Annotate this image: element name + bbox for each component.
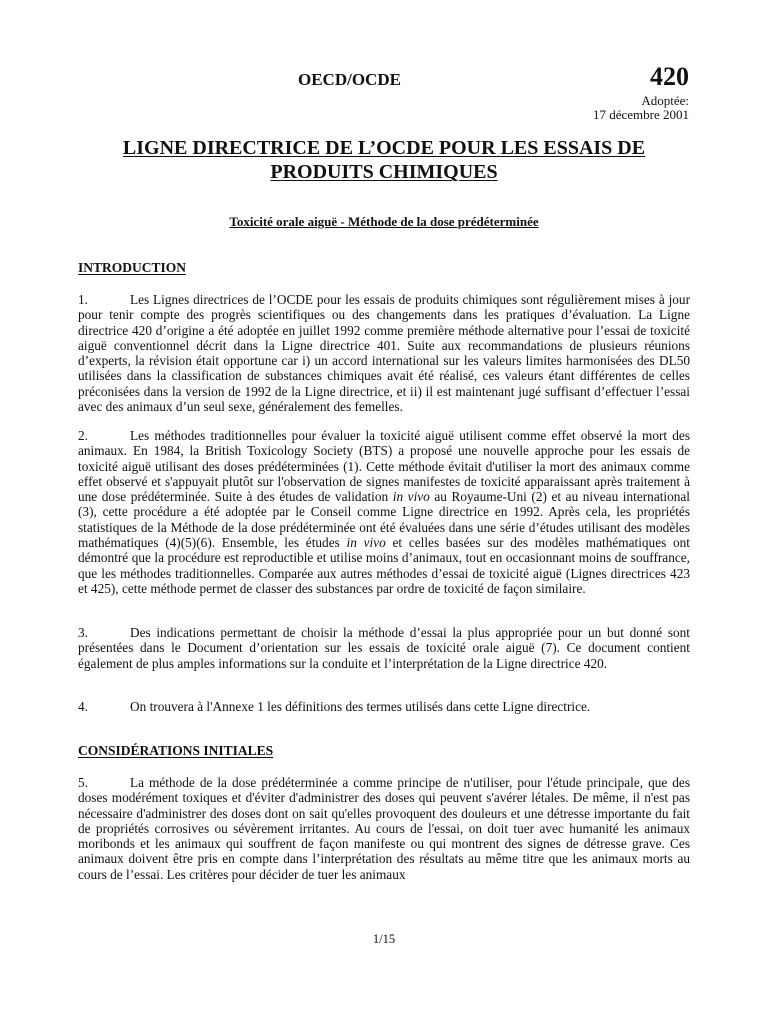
paragraph-text: et celles basées sur des modèles mathématiques ont démontré que la procédure est reproductible et utilise moins d’animaux, tout en occasionnant moins de souffrance, que les méthodes traditionnelles. Comparée aux autres méthodes d’essai de toxicité aiguë (Lignes directrices 423 et 425), cette méthode permet de classer des substances par ordre de toxicité de façon similaire. [78,535,691,596]
paragraph-5 [78,775,690,882]
paragraph-number: 3. [78,625,88,640]
adopted-date: 17 décembre 2001 [592,107,689,122]
section-heading-initial-considerations: CONSIDÉRATIONS INITIALES [78,743,274,758]
paragraph-text: La méthode de la dose prédéterminée a comme principe de n'utiliser, pour l'étude principale, que des doses modérément toxiques et d'éviter d'administrer des doses qui peuvent s'avérer létales. De même, il n'est pas nécessaire d'administrer des doses dont on sait qu'elles provoquent des douleurs et une détresse importante du fait de propriétés corrosives ou sévèrement irritantes. Au cours de l'essai, on doit tuer avec humanité les animaux moribonds et les animaux qui souffrent de façon manifeste ou qui montrent des signes de détresse grave. Ces animaux doivent être pris en compte dans l’interprétation des résultats au même titre que les animaux morts au cours de l’essai. Les critères pour décider de tuer les animaux [78,775,690,882]
section-heading-introduction: INTRODUCTION [78,260,187,275]
paragraph-text: Des indications permettant de choisir la méthode d’essai la plus appropriée pour un but donné sont présentées dans le Document d’orientation sur les essais de toxicité orale aiguë (7). Ce document contient également de plus amples informations sur la conduite et l’interprétation de la Ligne directrice 420. [78,625,690,671]
paragraph-number: 4. [78,699,88,714]
paragraph-text: au Royaume-Uni (2) et au niveau international (3), cette procédure a été adoptée par le Conseil comme Ligne directrice en 1992. Après cela, les propriétés statistiques de la Méthode de la dose prédéterminée ont été évaluées dans une série d’études utilisant des modèles mathématiques (4)(5)(6). Ensemble, les études [78,489,690,551]
document-number: 420 [650,62,689,91]
paragraph-number: 5. [78,775,88,790]
adopted-label: Adoptée: [641,93,689,108]
organization-header: OECD/OCDE [298,70,401,89]
paragraph-number: 2. [78,428,88,443]
paragraph-text: Les méthodes traditionnelles pour évaluer la toxicité aiguë utilisent comme effet observé la mort des animaux. En 1984, la British Toxicology Society (BTS) a proposé une nouvelle approche pour les essais de toxicité aiguë utilisant des doses prédéterminées (1). Cette méthode évitait d'utiliser la mort des animaux comme effet observé et s'appuyait plutôt sur l'observation de signes manifestes de toxicité apparaissant après traitement à une dose prédéterminée. Suite à des études de validation [78,428,690,505]
page-indicator: 1/15 [372,932,396,946]
paragraph-text: Les Lignes directrices de l’OCDE pour les essais de produits chimiques sont régulièrement mises à jour pour tenir compte des progrès scientifiques ou des changements dans les pratiques d’évaluation. La Ligne directrice 420 d’origine a été adoptée en juillet 1992 comme première méthode alternative pour l’essai de toxicité aiguë conventionnel décrit dans la Ligne directrice 401. Suite aux recommandations de plusieurs réunions d’experts, la révision était opportune car i) un accord international sur les valeurs limites harmonisées des DL50 utilisées dans la classification de substances chimiques avait été réalisé, ces valeurs étant différentes de celles préconisées dans la version de 1992 de la Ligne directrice, et ii) il est maintenant jugé suffisant d’effectuer l’essai avec des animaux d’un seul sexe, généralement des femelles. [78,292,690,415]
title-line-1: LIGNE DIRECTRICE DE L’OCDE POUR LES ESSAIS DE [122,137,646,159]
page-subtitle: Toxicité orale aiguë - Méthode de la dose prédéterminée [229,214,539,229]
page-title [78,136,690,184]
adoption-info [593,94,689,122]
italic-term: in vivo [346,535,386,551]
title-line-2: PRODUITS CHIMIQUES [270,161,498,183]
paragraph-3 [78,625,690,671]
paragraph-1 [78,292,690,414]
paragraph-text: On trouvera à l'Annexe 1 les définitions des termes utilisés dans cette Ligne directrice. [130,699,591,714]
paragraph-4 [78,699,690,714]
italic-term: in vivo [392,489,430,505]
paragraph-2 [78,428,690,596]
paragraph-number: 1. [78,292,88,307]
